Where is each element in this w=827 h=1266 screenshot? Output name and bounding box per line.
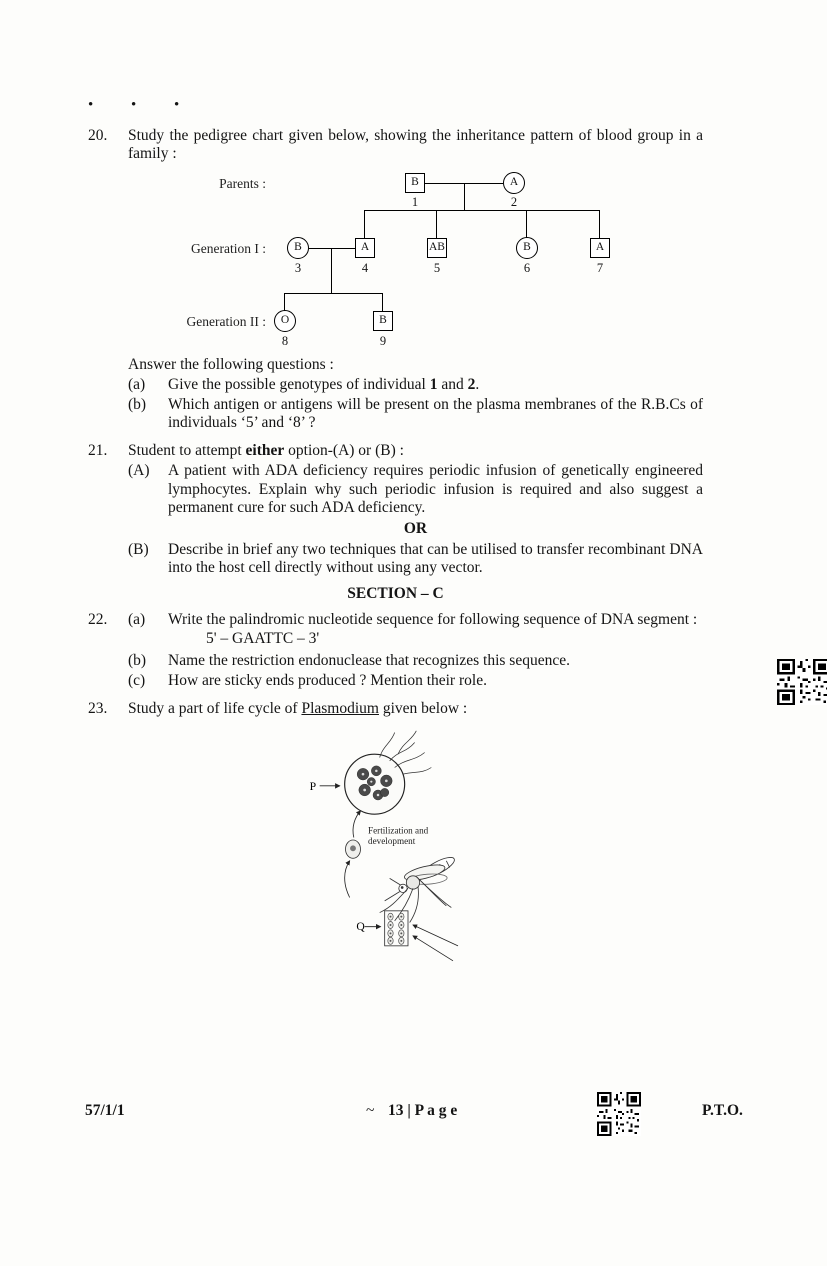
- pedigree-row-label-parents: Parents :: [219, 175, 266, 191]
- pedigree-drop-line: [599, 210, 600, 238]
- question-20b-text: Which antigen or antigens will be present on the plasma membranes of the R.B.Cs of individuals ‘5’ and ‘8’ ?: [168, 396, 703, 432]
- blood-group-label: A: [509, 176, 519, 189]
- pto-label: P.T.O.: [702, 1102, 743, 1119]
- question-20-intro: Study the pedigree chart given below, showing the inheritance pattern of blood group in a family :: [128, 126, 703, 162]
- blood-group-label: A: [595, 241, 605, 254]
- question-21A-text: A patient with ADA deficiency requires periodic infusion of genetically engineered lymphocytes. Explain why such periodic infusion is required and also suggest a permanent cure for such ADA deficiency.: [168, 462, 703, 516]
- fusion-arrow: [345, 861, 350, 898]
- pedigree-individual-8: [274, 310, 296, 332]
- blood-group-label: B: [294, 241, 302, 254]
- pedigree-individual-number: 5: [433, 260, 441, 275]
- subpart-label: (b): [128, 651, 147, 669]
- question-22b-text: Name the restriction endonuclease that recognizes this sequence.: [168, 651, 570, 669]
- question-22a-text: Write the palindromic nucleotide sequence for following sequence of DNA segment :: [168, 611, 698, 629]
- pedigree-drop-line: [526, 210, 527, 238]
- pedigree-individual-6: [516, 237, 538, 259]
- subpart-label: (a): [128, 375, 146, 393]
- pointer-line: [413, 925, 458, 946]
- question-22a: [128, 611, 703, 649]
- question-22c: [128, 672, 703, 690]
- pedigree-individual-number: 6: [523, 260, 531, 275]
- question-21B: [128, 541, 703, 577]
- plasmodium-life-cycle-figure: [273, 724, 703, 971]
- pedigree-individual-number: 8: [281, 333, 289, 348]
- page-top-bullets: • • •: [88, 97, 197, 113]
- blood-group-label: B: [523, 241, 531, 254]
- question-21-intro: Student to attempt either option-(A) or (B) :: [128, 442, 404, 460]
- pedigree-descent-line: [464, 183, 465, 210]
- oocyst-drawing: [345, 731, 432, 814]
- pedigree-individual-5: [427, 238, 447, 258]
- pedigree-individual-number: 9: [379, 333, 387, 348]
- question-21: [88, 442, 703, 577]
- question-20-answers: [88, 356, 703, 433]
- option-label: (B): [128, 540, 149, 558]
- subpart-label: (a): [128, 611, 146, 629]
- blood-group-label: O: [280, 314, 290, 327]
- dna-sequence: 5' – GAATTC – 3': [206, 630, 320, 648]
- section-c-heading: SECTION – C: [347, 585, 444, 603]
- pedigree-individual-3: [287, 237, 309, 259]
- pedigree-drop-line: [436, 210, 437, 238]
- pedigree-individual-4: [355, 238, 375, 258]
- pedigree-sibling-line-gen1: [365, 210, 600, 211]
- pedigree-individual-7: [590, 238, 610, 258]
- option-label: (A): [128, 462, 150, 480]
- pedigree-individual-number: 1: [411, 194, 419, 209]
- page-footer: [0, 1092, 827, 1152]
- development-arrow: [353, 811, 361, 838]
- question-20-number: 20.: [88, 126, 108, 144]
- pedigree-individual-number: 2: [510, 194, 518, 209]
- pointer-line: [413, 936, 453, 961]
- paper-code: 57/1/1: [85, 1102, 125, 1119]
- plasmodium-figure-drawing: [273, 724, 473, 966]
- pedigree-individual-1: [405, 173, 425, 193]
- pedigree-drop-line: [284, 293, 285, 311]
- question-21-number: 21.: [88, 442, 108, 460]
- pedigree-drop-line: [364, 210, 365, 238]
- question-21B-text: Describe in brief any two techniques that can be utilised to transfer recombinant DNA into the host cell directly without using any vector.: [168, 540, 703, 577]
- question-23: [88, 700, 703, 718]
- pedigree-individual-number: 4: [361, 260, 369, 275]
- blood-group-label: A: [360, 241, 370, 254]
- question-22: [88, 611, 703, 690]
- pedigree-individual-number: 7: [596, 260, 604, 275]
- question-23-intro: Study a part of life cycle of Plasmodium given below :: [128, 699, 468, 717]
- pedigree-descent-line: [331, 248, 332, 293]
- footer-qr-code: [597, 1092, 641, 1136]
- question-21A: [128, 462, 703, 516]
- pedigree-individual-9: [373, 311, 393, 331]
- side-qr-code: [777, 659, 827, 705]
- question-20a-text: Give the possible genotypes of individual 1 and 2.: [168, 375, 480, 393]
- question-22-number: 22.: [88, 611, 108, 629]
- gametocyte-cluster-drawing: [385, 911, 408, 946]
- question-22b: [128, 652, 703, 670]
- mosquito-drawing: [380, 854, 457, 923]
- or-separator: OR: [403, 519, 428, 537]
- fertilization-label-line2: development: [368, 836, 416, 847]
- answer-intro: Answer the following questions :: [128, 355, 334, 373]
- label-p: P: [309, 779, 317, 793]
- blood-group-label: B: [379, 314, 387, 327]
- subpart-label: (b): [128, 396, 147, 414]
- subpart-label: (c): [128, 671, 146, 689]
- question-20: [88, 127, 703, 163]
- question-20b: [128, 396, 703, 432]
- pedigree-individual-number: 3: [294, 260, 302, 275]
- blood-group-label: B: [411, 176, 419, 189]
- pedigree-drop-line: [382, 293, 383, 311]
- page-number: 13 | P a g e: [388, 1102, 458, 1119]
- pedigree-sibling-line-gen2: [285, 293, 383, 294]
- question-23-number: 23.: [88, 699, 108, 717]
- question-22c-text: How are sticky ends produced ? Mention their role.: [168, 671, 487, 689]
- blood-group-label: AB: [429, 241, 445, 254]
- question-20a: [128, 376, 703, 394]
- pedigree-couple-line-gen1: [309, 248, 355, 249]
- pedigree-row-label-generation-2: Generation II :: [186, 313, 266, 329]
- pedigree-individual-2: [503, 172, 525, 194]
- tilde-mark: ~: [366, 1102, 375, 1119]
- label-q: Q: [356, 919, 365, 933]
- zygote-cell-drawing: [346, 840, 361, 858]
- pedigree-row-label-generation-1: Generation I :: [191, 240, 266, 256]
- pedigree-chart: [88, 168, 703, 354]
- fertilization-label-line1: Fertilization and: [368, 825, 429, 836]
- page-content: [0, 97, 827, 971]
